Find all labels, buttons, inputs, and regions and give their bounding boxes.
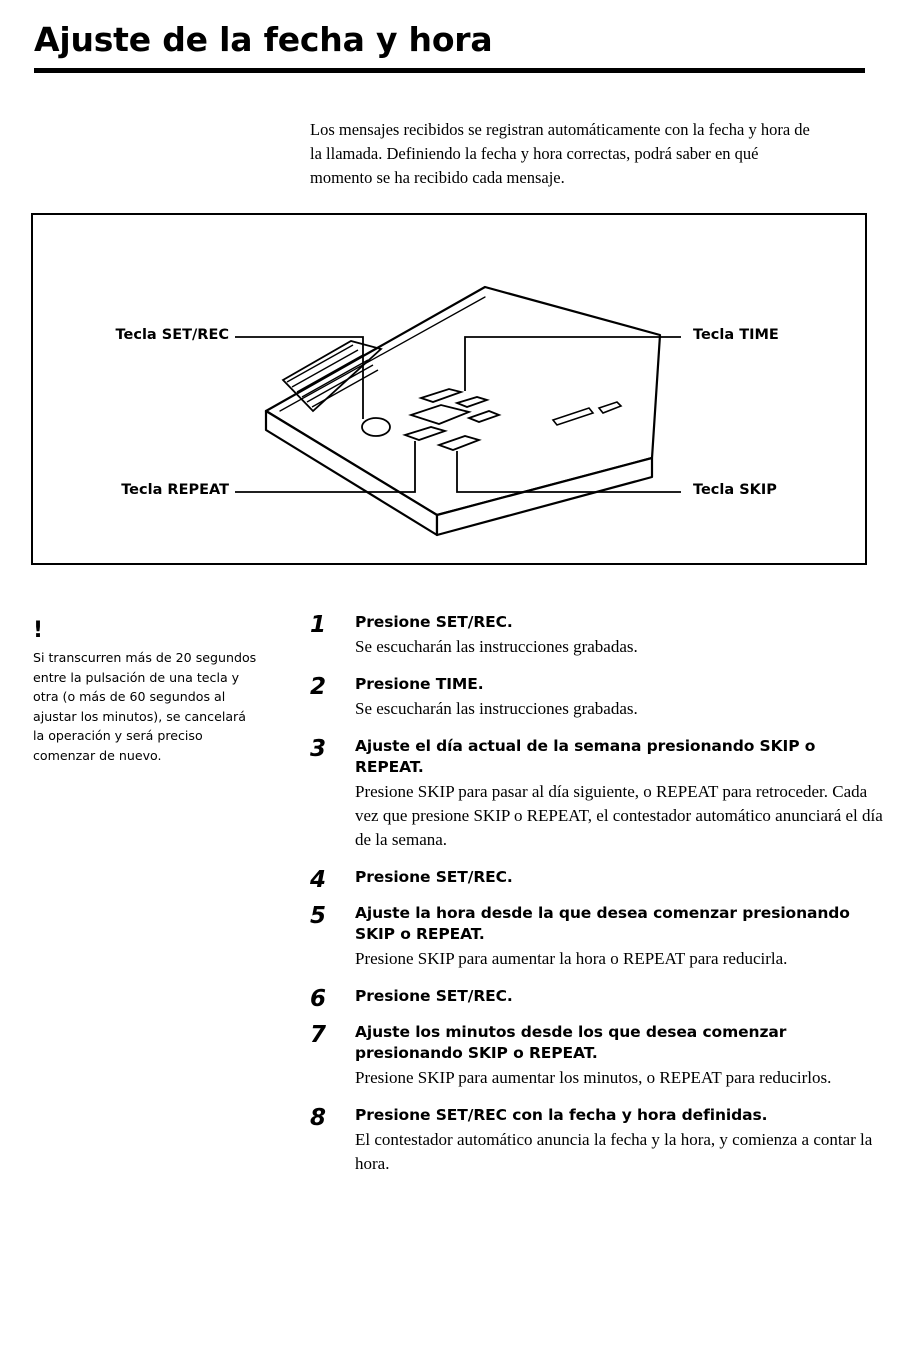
step-number: 1 <box>310 612 327 638</box>
callout-skip: Tecla SKIP <box>693 482 777 498</box>
step-number: 3 <box>310 736 327 762</box>
device-figure <box>31 213 867 565</box>
list-item <box>310 867 885 893</box>
callout-set-rec: Tecla SET/REC <box>115 327 229 343</box>
step-heading: Presione TIME. <box>355 675 484 693</box>
step-heading: Presione SET/REC. <box>355 613 513 631</box>
step-heading: Ajuste el día actual de la semana presionando SKIP o REPEAT. <box>355 737 816 776</box>
list-item <box>310 903 885 971</box>
step-heading: Ajuste la hora desde la que desea comenzar presionando SKIP o REPEAT. <box>355 904 850 943</box>
step-detail: Presione SKIP para aumentar los minutos, o REPEAT para reducirlos. <box>355 1068 832 1087</box>
callout-repeat: Tecla REPEAT <box>121 482 229 498</box>
title-divider <box>34 68 865 73</box>
step-detail: Se escucharán las instrucciones grabadas. <box>355 637 638 656</box>
intro-paragraph: Los mensajes recibidos se registran automáticamente con la fecha y hora de la llamada. Definiendo la fecha y hora correctas, podrá saber en qué momento se ha recibido cada mensaje. <box>310 120 810 187</box>
step-detail: El contestador automático anuncia la fecha y la hora, y comienza a contar la hora. <box>355 1130 873 1173</box>
warning-icon: ! <box>33 618 44 643</box>
step-number: 5 <box>310 903 327 929</box>
steps-list <box>310 612 885 1191</box>
step-number: 4 <box>310 867 327 893</box>
callout-time: Tecla TIME <box>693 327 779 343</box>
list-item <box>310 736 885 852</box>
step-number: 2 <box>310 674 327 700</box>
answering-machine-illustration <box>33 215 865 563</box>
step-detail: Presione SKIP para pasar al día siguiente, o REPEAT para retroceder. Cada vez que presione SKIP o REPEAT, el contestador automático anunciará el día de la semana. <box>355 782 883 849</box>
step-detail: Se escucharán las instrucciones grabadas. <box>355 699 638 718</box>
page-title: Ajuste de la fecha y hora <box>34 20 493 59</box>
step-number: 8 <box>310 1105 327 1131</box>
step-number: 6 <box>310 986 327 1012</box>
list-item <box>310 986 885 1012</box>
step-heading: Presione SET/REC. <box>355 868 513 886</box>
step-heading: Ajuste los minutos desde los que desea comenzar presionando SKIP o REPEAT. <box>355 1023 787 1062</box>
note-text: Si transcurren más de 20 segundos entre la pulsación de una tecla y otra (o más de 60 segundos al ajustar los minutos), se cancelará la operación y será preciso comenzar de nuevo. <box>33 650 257 763</box>
step-number: 7 <box>310 1022 327 1048</box>
step-heading: Presione SET/REC con la fecha y hora definidas. <box>355 1106 768 1124</box>
list-item <box>310 612 885 659</box>
list-item <box>310 674 885 721</box>
list-item <box>310 1105 885 1176</box>
list-item <box>310 1022 885 1090</box>
step-heading: Presione SET/REC. <box>355 987 513 1005</box>
step-detail: Presione SKIP para aumentar la hora o REPEAT para reducirla. <box>355 949 788 968</box>
